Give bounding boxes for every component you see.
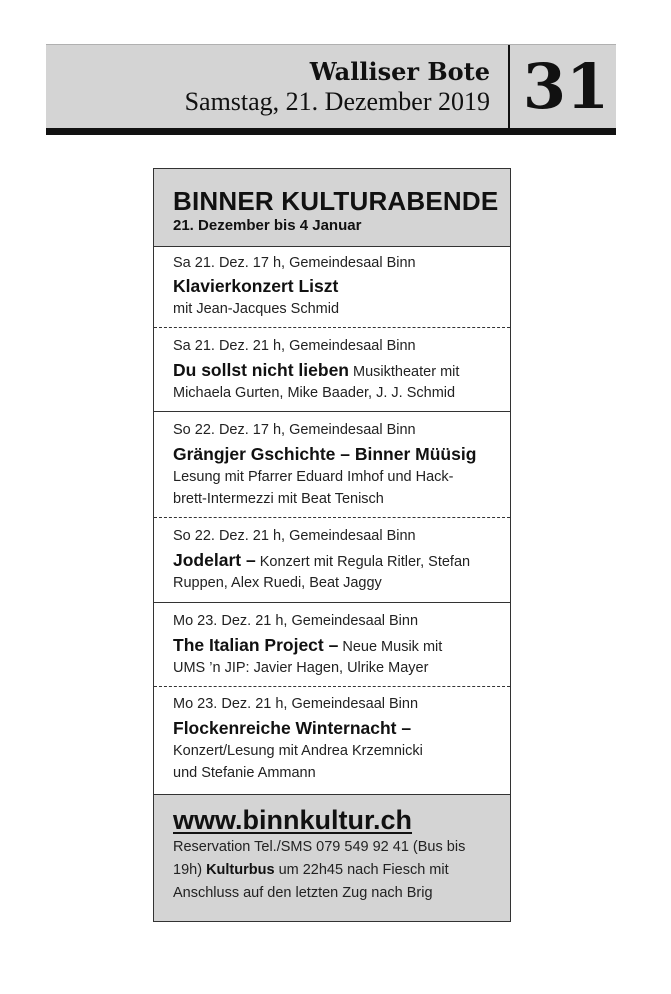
event-title-tail: Musiktheater mit (353, 364, 460, 380)
box-title: BINNER KULTURABENDE (173, 186, 499, 216)
event-title: Klavierkonzert Liszt (173, 276, 339, 296)
box-header (154, 169, 510, 247)
event-title-tail: Konzert mit Regula Ritler, Stefan (259, 554, 471, 570)
event-title: Du sollst nicht lieben (173, 360, 349, 380)
event-description: Lesung mit Pfarrer Eduard Imhof und Hack- (173, 469, 454, 485)
event-title: The Italian Project – (173, 635, 339, 655)
event-title-line (173, 360, 459, 381)
reservation-info: Reservation Tel./SMS 079 549 92 41 (Bus bis (173, 839, 466, 855)
event-item (154, 602, 510, 686)
event-item (154, 517, 510, 602)
bus-info (173, 862, 449, 878)
box-footer (154, 794, 510, 921)
page-number: 31 (522, 50, 610, 123)
event-item (154, 686, 510, 794)
event-listing-box (153, 168, 511, 922)
masthead-divider (508, 45, 510, 129)
event-when: Sa 21. Dez. 17 h, Gemeindesaal Binn (173, 255, 416, 271)
event-when: Mo 23. Dez. 21 h, Gemeindesaal Binn (173, 613, 419, 629)
newspaper-name: Walliser Bote (309, 57, 490, 86)
box-subtitle: 21. Dezember bis 4 Januar (173, 217, 362, 234)
event-item (154, 411, 510, 517)
event-title: Grängjer Gschichte – Binner Müüsig (173, 444, 477, 464)
bus-info-post: um 22h45 nach Fiesch mit (278, 862, 449, 878)
event-description: Ruppen, Alex Ruedi, Beat Jaggy (173, 575, 382, 591)
masthead-rule (46, 128, 616, 135)
event-description: UMS ’n JIP: Javier Hagen, Ulrike Mayer (173, 660, 429, 676)
event-title-line (173, 635, 442, 656)
event-when: So 22. Dez. 21 h, Gemeindesaal Binn (173, 528, 416, 544)
event-when: Sa 21. Dez. 21 h, Gemeindesaal Binn (173, 338, 416, 354)
event-item (154, 327, 510, 411)
event-item (154, 247, 510, 327)
bus-info-pre: 19h) (173, 862, 203, 878)
event-title: Flockenreiche Winternacht – (173, 718, 412, 738)
event-description: Konzert/Lesung mit Andrea Krzemnicki (173, 743, 423, 759)
event-description: Michaela Gurten, Mike Baader, J. J. Schmid (173, 385, 456, 401)
event-title: Jodelart – (173, 550, 256, 570)
event-title-tail: Neue Musik mit (342, 639, 443, 655)
event-description: brett-Intermezzi mit Beat Tenisch (173, 491, 384, 507)
event-when: Mo 23. Dez. 21 h, Gemeindesaal Binn (173, 696, 419, 712)
event-title-line (173, 550, 470, 571)
issue-date: Samstag, 21. Dezember 2019 (184, 87, 490, 116)
event-when: So 22. Dez. 17 h, Gemeindesaal Binn (173, 422, 416, 438)
kulturbus-label: Kulturbus (206, 862, 275, 878)
masthead (46, 44, 616, 128)
train-connection-info: Anschluss auf den letzten Zug nach Brig (173, 885, 433, 901)
event-description: und Stefanie Ammann (173, 765, 316, 781)
website-link[interactable]: www.binnkultur.ch (173, 805, 413, 835)
event-description: mit Jean-Jacques Schmid (173, 301, 340, 317)
